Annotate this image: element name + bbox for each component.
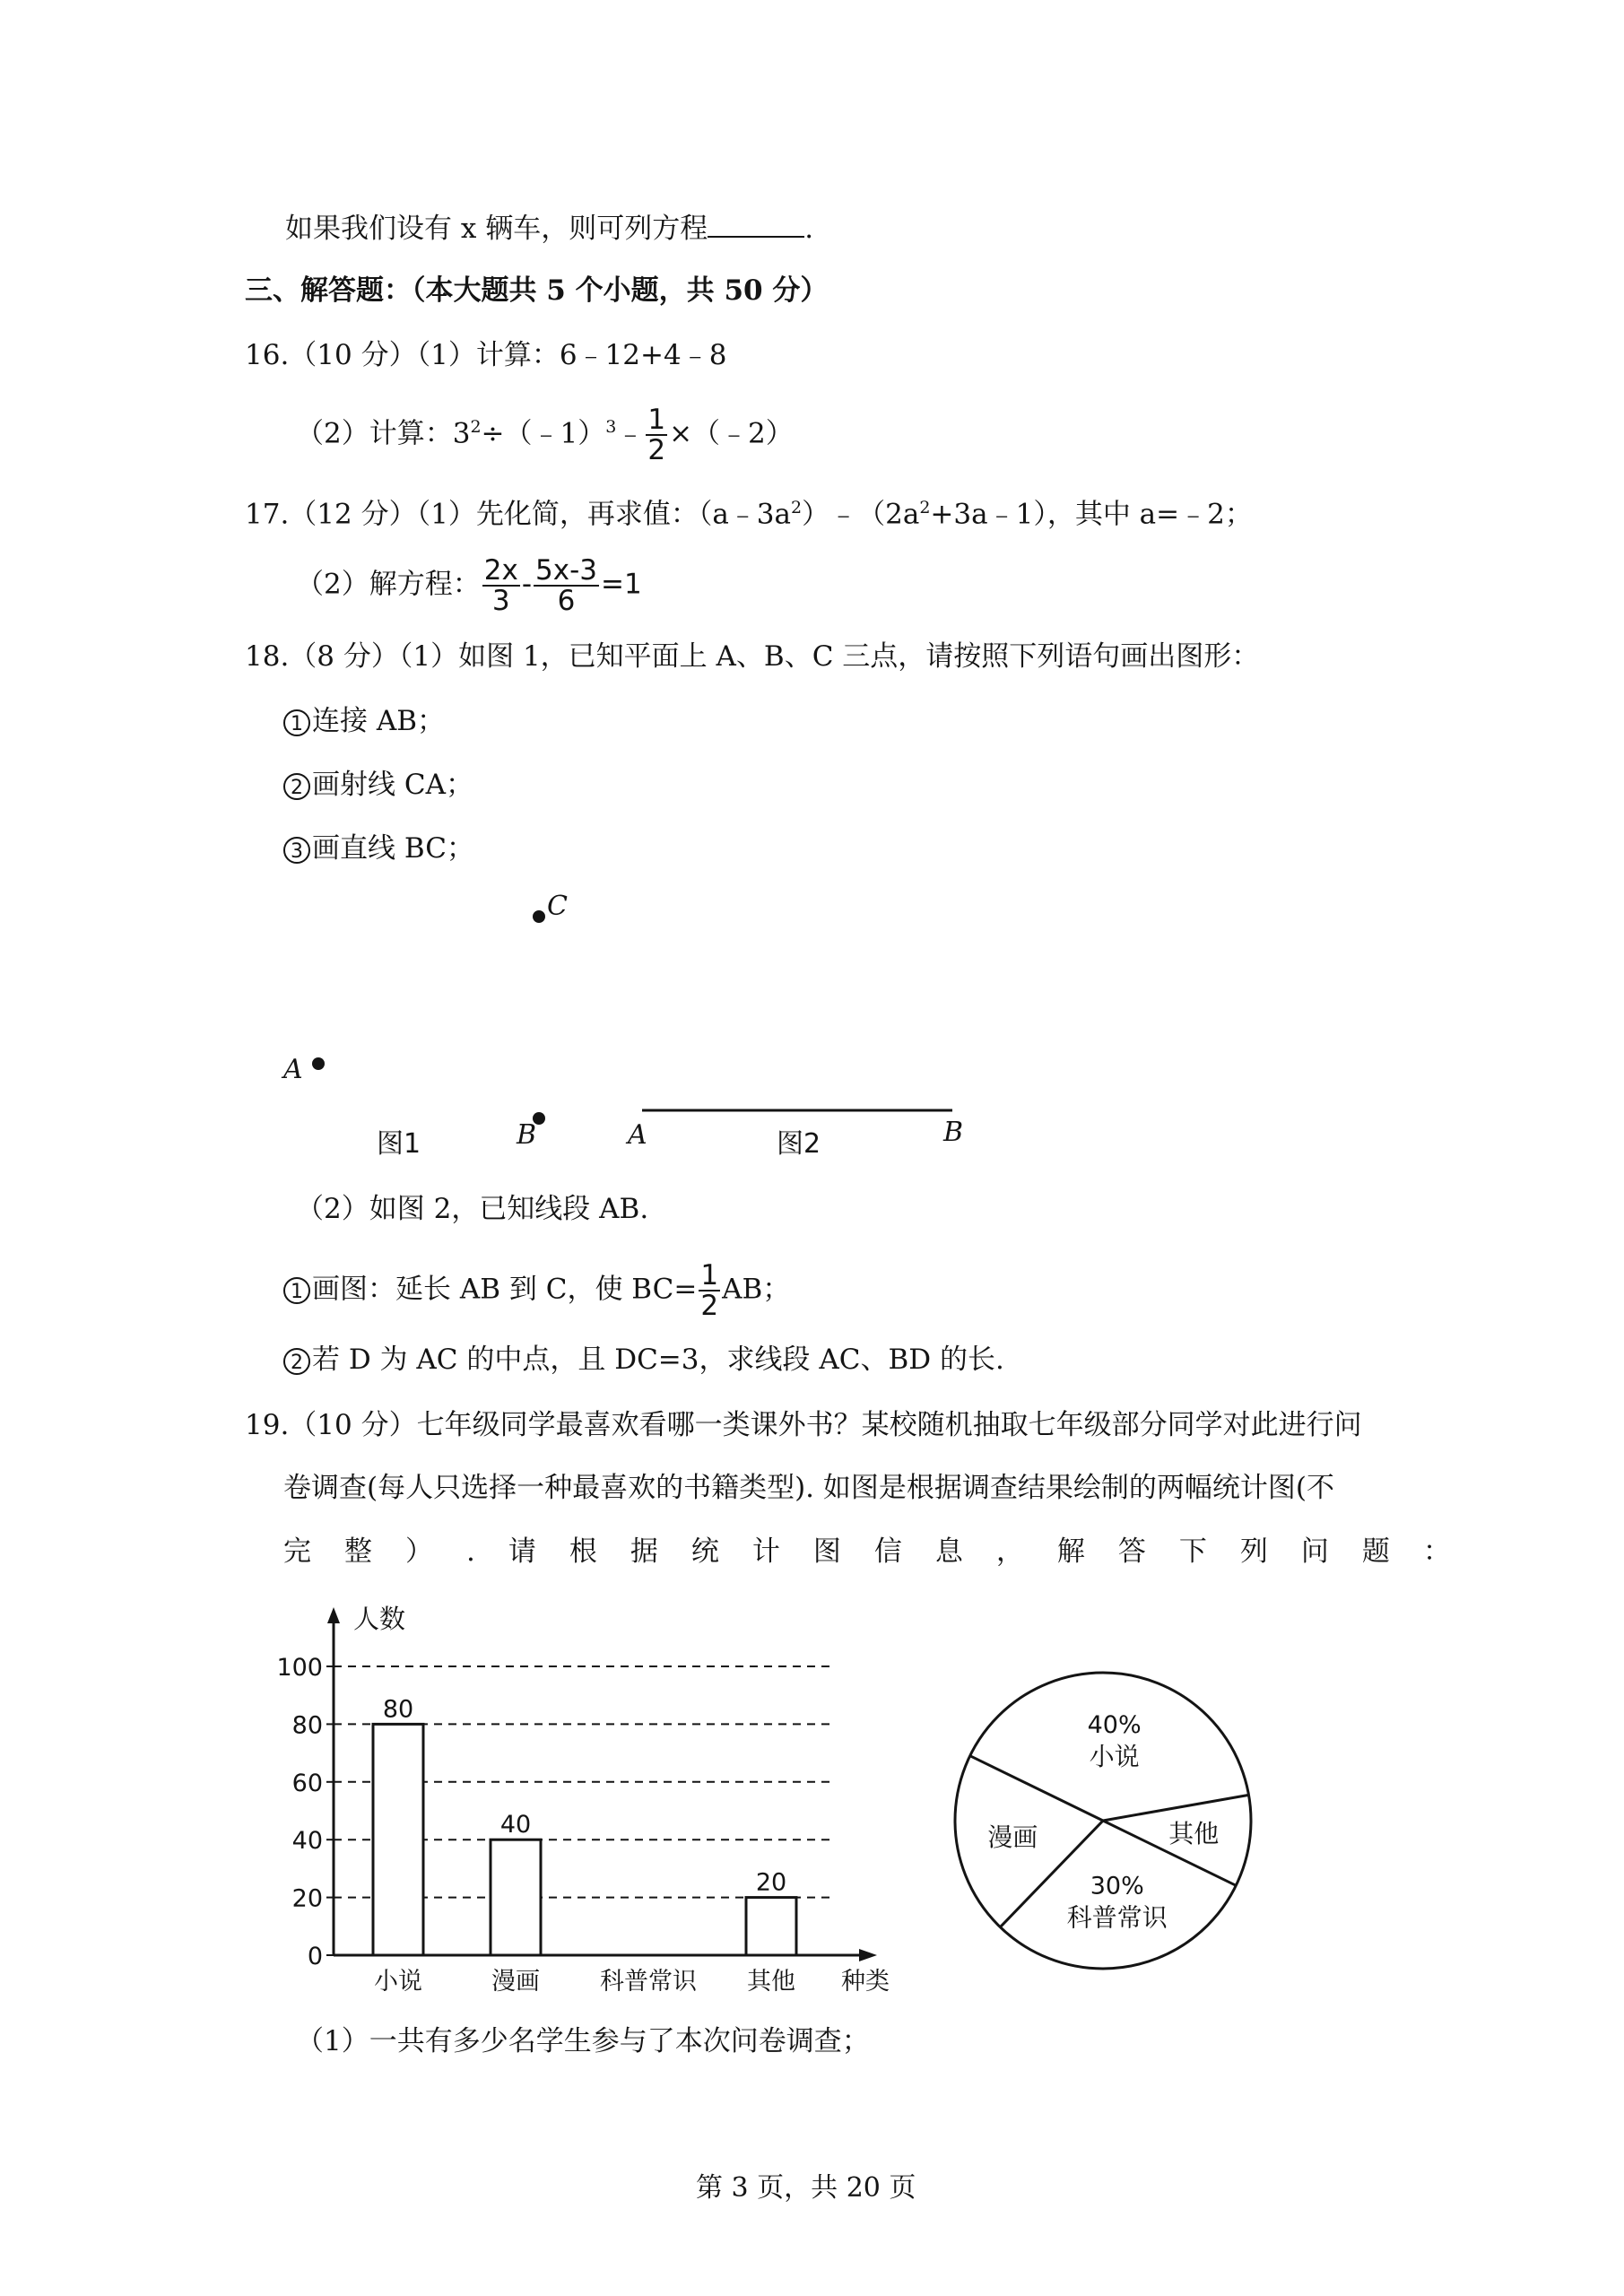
q19-line3-char: 统 bbox=[690, 1535, 719, 1568]
bar-data-label: 80 bbox=[382, 1695, 414, 1724]
point-a-dot bbox=[312, 1057, 325, 1070]
q19-line3-char: 列 bbox=[1239, 1535, 1268, 1568]
point-c-dot bbox=[533, 910, 545, 923]
fig2-label-b: B bbox=[943, 1117, 964, 1148]
pie-slice-label: 科普常识 bbox=[1066, 1902, 1168, 1933]
q17-text: ）﹣（2a bbox=[802, 498, 920, 531]
exponent: 2 bbox=[791, 498, 803, 517]
q19-line3-char: 下 bbox=[1178, 1535, 1207, 1568]
y-tick-label: 40 bbox=[291, 1827, 323, 1856]
pie-slice-label: 漫画 bbox=[987, 1822, 1038, 1852]
q18-part2: （2）如图 2，已知线段 AB. bbox=[296, 1193, 649, 1225]
fig2-caption: 图2 bbox=[777, 1128, 821, 1160]
q17-text: 17.（12 分）（1）先化简，再求值：（a﹣3a bbox=[245, 498, 792, 531]
fraction-numerator: 5x-3 bbox=[535, 554, 597, 587]
q15-tail-end: . bbox=[804, 213, 814, 245]
q17-text: （2）解方程： bbox=[296, 568, 481, 601]
q19-line2: 卷调查(每人只选择一种最喜欢的书籍类型). 如图是根据调查结果绘制的两幅统计图(不 bbox=[283, 1472, 1334, 1504]
pie-slice-label: 其他 bbox=[1168, 1819, 1220, 1849]
q19-line3-char: 信 bbox=[873, 1535, 902, 1568]
q19-line3-char: . bbox=[466, 1535, 475, 1568]
item-text: 画射线 CA； bbox=[312, 769, 473, 801]
item-text: 连接 AB； bbox=[312, 705, 446, 737]
bar-chart bbox=[260, 1596, 906, 2009]
circled-number: 2 bbox=[283, 1348, 310, 1375]
q19-line3-char: 请 bbox=[508, 1535, 536, 1568]
q15-tail-text: 如果我们设有 x 辆车，则可列方程 bbox=[285, 213, 708, 245]
pie-slice-label: 小说 bbox=[1089, 1742, 1140, 1772]
pie-chart bbox=[942, 1659, 1282, 1973]
fig1-caption: 图1 bbox=[377, 1128, 421, 1160]
fraction bbox=[699, 1261, 720, 1320]
q16-text: （2）计算：3 bbox=[296, 417, 471, 450]
circled-number: 1 bbox=[283, 709, 310, 736]
fraction-denominator: 2 bbox=[700, 1290, 719, 1322]
circled-number: 3 bbox=[283, 837, 310, 864]
circled-number: 1 bbox=[283, 1277, 310, 1304]
q19-line3-char: 答 bbox=[1117, 1535, 1146, 1568]
q19-line3-char: ， bbox=[995, 1535, 1024, 1568]
q18-part2-item-1 bbox=[283, 1261, 790, 1320]
exponent: 3 bbox=[605, 417, 617, 438]
minus-sign: ﹣ bbox=[616, 417, 645, 450]
q19-line3-char: 解 bbox=[1056, 1535, 1085, 1568]
exponent: 2 bbox=[919, 498, 931, 517]
y-tick-label: 0 bbox=[307, 1943, 323, 1970]
q16-line1: 16.（10 分）（1）计算：6﹣12+4﹣8 bbox=[245, 339, 727, 371]
q19-line3-char: 题 bbox=[1361, 1535, 1390, 1568]
y-tick-label: 100 bbox=[276, 1654, 323, 1682]
item-text: 画图：延长 AB 到 C，使 BC= bbox=[312, 1273, 698, 1306]
y-tick-label: 20 bbox=[291, 1884, 323, 1913]
q19-line3-char: 据 bbox=[630, 1535, 658, 1568]
fig1-label-c: C bbox=[547, 891, 568, 922]
bar bbox=[373, 1724, 423, 1955]
fig1-label-b: B bbox=[517, 1119, 537, 1151]
item-text: 画直线 BC； bbox=[312, 832, 474, 865]
q16-text: ×（﹣2） bbox=[669, 417, 794, 450]
fraction-numerator: 1 bbox=[647, 404, 666, 436]
minus-sign: - bbox=[521, 568, 532, 601]
q19-line3-char: 根 bbox=[569, 1535, 597, 1568]
x-axis-label: 种类 bbox=[841, 1968, 890, 1996]
fraction-denominator: 3 bbox=[491, 585, 510, 617]
x-tick-label: 科普常识 bbox=[600, 1968, 697, 1996]
item-text: 若 D 为 AC 的中点，且 DC=3，求线段 AC、BD 的长. bbox=[312, 1344, 1004, 1376]
x-tick-label: 漫画 bbox=[491, 1968, 540, 1996]
circled-number: 2 bbox=[283, 773, 310, 800]
q19-line3-char: 问 bbox=[1300, 1535, 1329, 1568]
bar-data-label: 20 bbox=[755, 1868, 787, 1897]
x-axis-arrow bbox=[859, 1949, 877, 1961]
q19-line3-char: 息 bbox=[934, 1535, 963, 1568]
bar bbox=[746, 1898, 796, 1955]
bar-data-label: 40 bbox=[499, 1811, 532, 1839]
section-title: 三、解答题：（本大题共 5 个小题，共 50 分） bbox=[245, 274, 829, 307]
q19-line3-char: ： bbox=[1422, 1535, 1451, 1568]
q17-text: +3a﹣1），其中 a=﹣2； bbox=[930, 498, 1253, 531]
fraction-denominator: 6 bbox=[557, 585, 576, 617]
page-footer: 第 3 页，共 20 页 bbox=[696, 2172, 916, 2204]
exponent: 2 bbox=[470, 417, 482, 438]
x-tick-label: 小说 bbox=[374, 1968, 422, 1996]
equals-text: =1 bbox=[600, 568, 642, 601]
fraction-numerator: 2x bbox=[483, 554, 518, 587]
y-axis-label: 人数 bbox=[353, 1604, 406, 1634]
fraction-numerator: 1 bbox=[700, 1259, 719, 1292]
item-text: AB； bbox=[722, 1273, 791, 1306]
y-tick-label: 60 bbox=[291, 1769, 323, 1797]
q19-sub1: （1）一共有多少名学生参与了本次问卷调查； bbox=[296, 2025, 870, 2057]
y-tick-label: 80 bbox=[291, 1711, 323, 1740]
fig1-label-a: A bbox=[283, 1054, 303, 1085]
bar bbox=[491, 1839, 541, 1955]
fraction-denominator: 2 bbox=[647, 434, 666, 466]
q19-line3-char: 完 bbox=[283, 1535, 311, 1568]
q19-line3 bbox=[283, 1534, 1484, 1570]
x-tick-label: 其他 bbox=[747, 1968, 795, 1996]
fig2-label-a: A bbox=[628, 1119, 647, 1151]
q19-line3-char: ） bbox=[405, 1535, 433, 1568]
q19-line1: 19.（10 分）七年级同学最喜欢看哪一类课外书？某校随机抽取七年级部分同学对此进行问 bbox=[245, 1409, 1362, 1441]
y-axis-arrow bbox=[327, 1607, 340, 1623]
q18-part2-item-2 bbox=[283, 1342, 1004, 1378]
q19-line3-char: 图 bbox=[812, 1535, 841, 1568]
q19-line3-char: 计 bbox=[751, 1535, 780, 1568]
q18-line1: 18.（8 分）（1）如图 1，已知平面上 A、B、C 三点，请按照下列语句画出图形： bbox=[245, 640, 1260, 673]
pie-percent-label: 30% bbox=[1090, 1872, 1144, 1900]
pie-percent-label: 40% bbox=[1087, 1711, 1142, 1740]
q19-line3-char: 整 bbox=[344, 1535, 372, 1568]
q16-text: ÷（﹣1） bbox=[481, 417, 606, 450]
